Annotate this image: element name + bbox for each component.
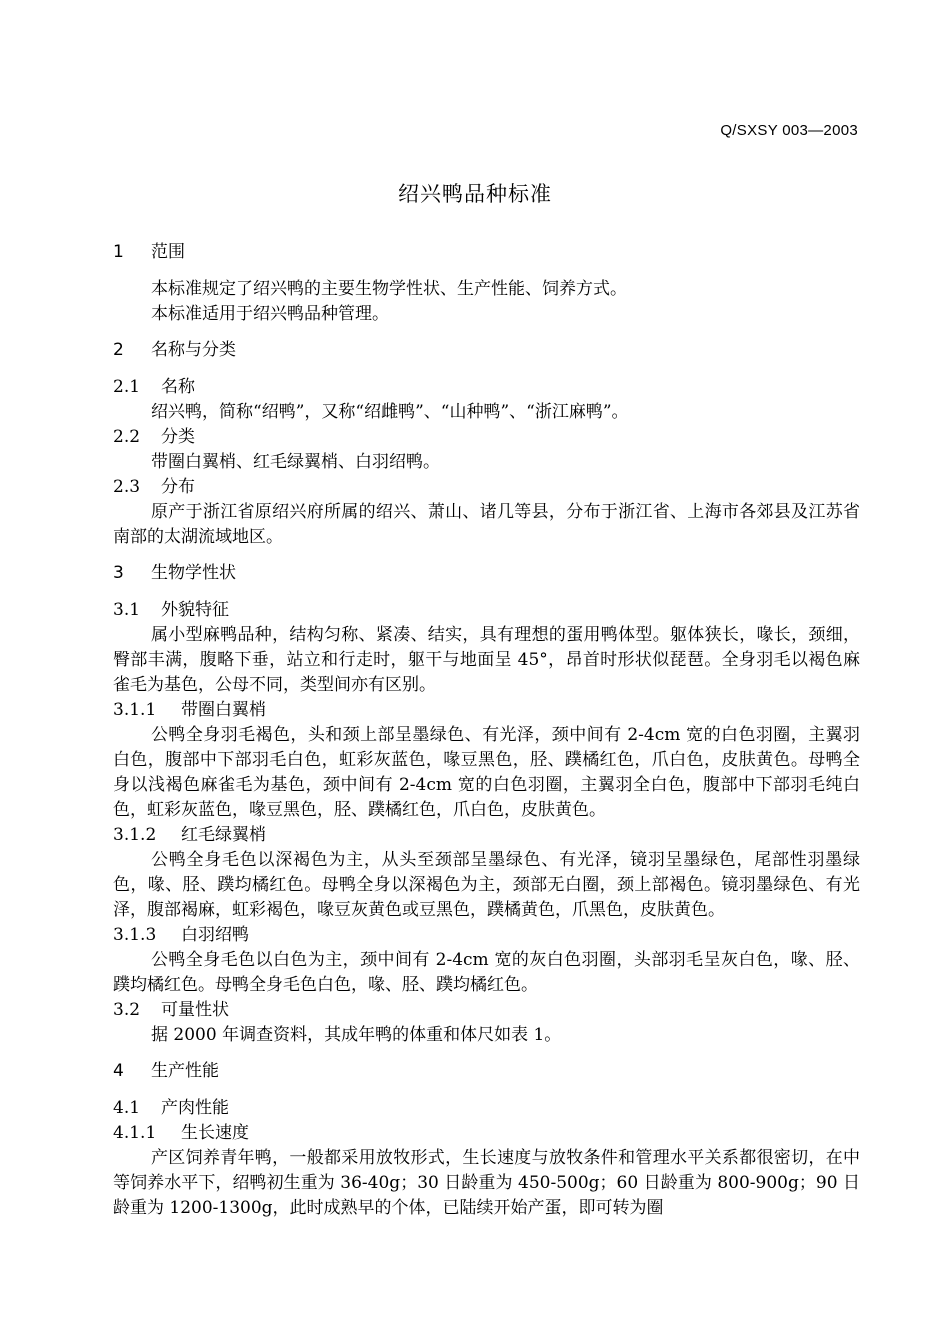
section-number: 2 — [113, 340, 124, 360]
document-body — [113, 240, 860, 1221]
subsubsection-heading — [113, 923, 860, 948]
section-title: 生物学性状 — [151, 563, 236, 583]
paragraph: 本标准适用于绍兴鸭品种管理。 — [151, 304, 389, 324]
subsubsection-number: 3.1.2 — [113, 825, 157, 845]
section-heading-2 — [113, 338, 860, 363]
paragraph: 公鸭全身毛色以白色为主，颈中间有 2-4cm 宽的灰白色羽圈，头部羽毛呈灰白色，喙、胫、蹼均橘红色。母鸭全身毛色白色，喙、胫、蹼均橘红色。 — [113, 950, 860, 995]
subsection-title: 产肉性能 — [161, 1098, 229, 1118]
subsubsection-number: 4.1.1 — [113, 1123, 157, 1143]
paragraph: 产区饲养青年鸭，一般都采用放牧形式，生长速度与放牧条件和管理水平关系都很密切，在中等饲养水平下，绍鸭初生重为 36-40g；30 日龄重为 450-500g；60 日龄重为 800-900g；90 日龄重为 1200-1300g，此时成熟早的个体，已陆续开始产蛋，即可转为圈 — [113, 1148, 860, 1218]
paragraph: 带圈白翼梢、红毛绿翼梢、白羽绍鸭。 — [151, 452, 440, 472]
subsection-number: 2.3 — [113, 477, 141, 497]
document-number: Q/SXSY 003—2003 — [720, 122, 858, 139]
subsection-heading — [113, 998, 860, 1023]
subsection-number: 2.1 — [113, 377, 141, 397]
subsection-title: 分布 — [161, 477, 195, 497]
subsection-number: 2.2 — [113, 427, 141, 447]
subsubsection-number: 3.1.3 — [113, 925, 157, 945]
paragraph: 公鸭全身羽毛褐色，头和颈上部呈墨绿色、有光泽，颈中间有 2-4cm 宽的白色羽圈，主翼羽白色，腹部中下部羽毛白色，虹彩灰蓝色，喙豆黑色，胫、蹼橘红色，爪白色，皮肤黄色。母鸭全身以浅褐色麻雀毛为基色，颈中间有 2-4cm 宽的白色羽圈，主翼羽全白色，腹部中下部羽毛纯白色，虹彩灰蓝色，喙豆黑色，胫、蹼橘红色，爪白色，皮肤黄色。 — [113, 725, 860, 820]
subsection-title: 分类 — [161, 427, 195, 447]
subsection-title: 可量性状 — [161, 1000, 229, 1020]
subsubsection-title: 白羽绍鸭 — [181, 925, 249, 945]
section-heading-1 — [113, 240, 860, 265]
subsubsection-title: 生长速度 — [181, 1123, 249, 1143]
subsection-title: 名称 — [161, 377, 195, 397]
subsection-heading — [113, 1096, 860, 1121]
paragraph: 原产于浙江省原绍兴府所属的绍兴、萧山、诸几等县，分布于浙江省、上海市各郊县及江苏省南部的太湖流域地区。 — [113, 502, 860, 547]
subsection-number: 4.1 — [113, 1098, 141, 1118]
subsubsection-title: 红毛绿翼梢 — [181, 825, 266, 845]
subsection-title: 外貌特征 — [161, 600, 229, 620]
section-heading-4 — [113, 1059, 860, 1084]
section-title: 范围 — [151, 242, 185, 262]
section-title: 生产性能 — [151, 1061, 219, 1081]
subsubsection-heading — [113, 1121, 860, 1146]
paragraph: 公鸭全身毛色以深褐色为主，从头至颈部呈墨绿色、有光泽，镜羽呈墨绿色，尾部性羽墨绿色，喙、胫、蹼均橘红色。母鸭全身以深褐色为主，颈部无白圈，颈上部褐色。镜羽墨绿色、有光泽，腹部褐麻，虹彩褐色，喙豆灰黄色或豆黑色，蹼橘黄色，爪黑色，皮肤黄色。 — [113, 850, 860, 920]
subsection-heading — [113, 375, 860, 400]
paragraph: 绍兴鸭，简称“绍鸭”，又称“绍雌鸭”、“山种鸭”、“浙江麻鸭”。 — [151, 402, 629, 422]
section-heading-3 — [113, 561, 860, 586]
paragraph: 据 2000 年调查资料，其成年鸭的体重和体尺如表 1。 — [151, 1025, 562, 1045]
subsubsection-heading — [113, 823, 860, 848]
section-number: 4 — [113, 1061, 124, 1081]
subsection-heading — [113, 475, 860, 500]
paragraph: 本标准规定了绍兴鸭的主要生物学性状、生产性能、饲养方式。 — [151, 279, 627, 299]
document-title: 绍兴鸭品种标准 — [398, 182, 552, 206]
paragraph: 属小型麻鸭品种，结构匀称、紧凑、结实，具有理想的蛋用鸭体型。躯体狭长，喙长，颈细，臀部丰满，腹略下垂，站立和行走时，躯干与地面呈 45°，昂首时形状似琵琶。全身羽毛以褐色麻雀毛为基色，公母不同，类型间亦有区别。 — [113, 625, 860, 695]
section-title: 名称与分类 — [151, 340, 236, 360]
subsubsection-heading — [113, 698, 860, 723]
subsection-heading — [113, 425, 860, 450]
subsubsection-number: 3.1.1 — [113, 700, 157, 720]
section-number: 1 — [113, 242, 124, 262]
subsection-heading — [113, 598, 860, 623]
subsubsection-title: 带圈白翼梢 — [181, 700, 266, 720]
subsection-number: 3.1 — [113, 600, 141, 620]
section-number: 3 — [113, 563, 124, 583]
subsection-number: 3.2 — [113, 1000, 141, 1020]
